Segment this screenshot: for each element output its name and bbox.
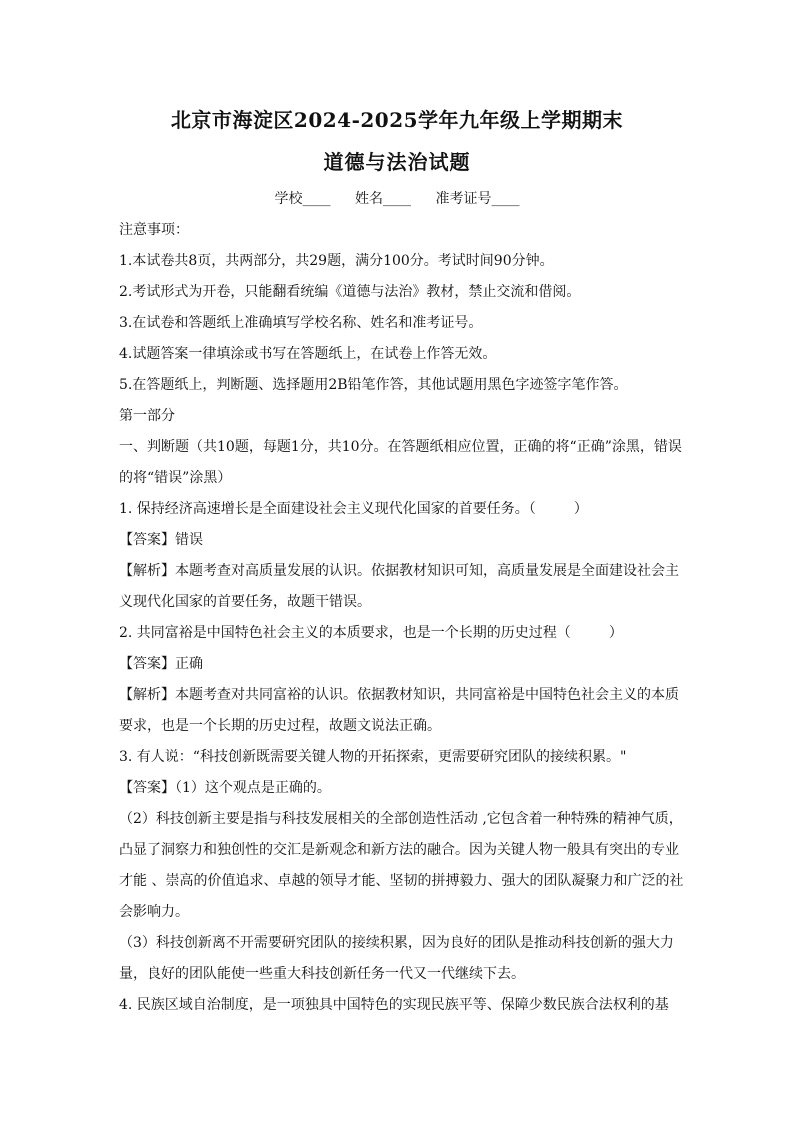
note-item: 5.在答题纸上，判断题、选择题用2B铅笔作答，其他试题用黑色字迹签字笔作答。 — [119, 377, 628, 393]
answer-2: 【答案】正确 — [119, 656, 203, 672]
section-instructions: 一、判断题（共10题，每题1分，共10分。在答题纸相应位置，正确的将“正确”涂黑，错误的将“错误”涂黑） — [119, 439, 682, 486]
candidate-fields — [0, 188, 794, 208]
part-heading: 第一部分 — [119, 408, 175, 424]
school-field: 学校____ — [274, 191, 331, 207]
analysis-1: 【解析】本题考查对高质量发展的认识。依据教材知识可知，高质量发展是全面建设社会主义现代化国家的首要任务，故题干错误。 — [119, 563, 679, 610]
exam-subject-title: 道德与法治试题 — [323, 150, 471, 174]
name-field: 姓名____ — [355, 191, 411, 207]
exam-body — [119, 215, 684, 1021]
question-3: 3. 有人说：“科技创新既需要关键人物的开拓探索，更需要研究团队的接续积累。" — [119, 749, 627, 765]
note-item: 1.本试卷共8页，共两部分，共29题，满分100分。考试时间90分钟。 — [119, 253, 554, 269]
answer-3-part-2: （2）科技创新主要是指与科技发展相关的全部创造性活动 ,它包含着一种特殊的精神气质，凸显了洞察力和独创性的交汇是新观念和新方法的融合。因为关键人物一般具有突出的专业才能 、崇高的价值追求、卓越的领导才能、坚韧的拼搏毅力、强大的团队凝聚力和广泛的社会影响力。 — [119, 811, 684, 920]
question-1: 1. 保持经济高速增长是全面建设社会主义现代化国家的首要任务。（ ） — [119, 501, 588, 517]
note-item: 3.在试卷和答题纸上准确填写学校名称、姓名和准考证号。 — [119, 315, 483, 331]
note-item: 4.试题答案一律填涂或书写在答题纸上，在试卷上作答无效。 — [119, 346, 497, 362]
answer-3: 【答案】（1）这个观点是正确的。 — [119, 780, 331, 796]
exam-title: 北京市海淀区2024-2025学年九年级上学期期末 — [170, 108, 624, 132]
question-2: 2. 共同富裕是中国特色社会主义的本质要求，也是一个长期的历史过程（ ） — [119, 625, 623, 641]
answer-1: 【答案】错误 — [119, 532, 203, 548]
answer-3-part-3: （3）科技创新离不开需要研究团队的接续积累，因为良好的团队是推动科技创新的强大力量，良好的团队能使一些重大科技创新任务一代又一代继续下去。 — [119, 935, 674, 982]
exam-id-field: 准考证号____ — [435, 191, 520, 207]
question-4: 4. 民族区域自治制度，是一项独具中国特色的实现民族平等、保障少数民族合法权利的基 — [119, 997, 669, 1013]
note-item: 2.考试形式为开卷，只能翻看统编《道德与法治》教材，禁止交流和借阅。 — [119, 284, 581, 300]
analysis-2: 【解析】本题考查对共同富裕的认识。依据教材知识，共同富裕是中国特色社会主义的本质要求，也是一个长期的历史过程，故题文说法正确。 — [119, 687, 679, 734]
notes-heading: 注意事项： — [119, 222, 189, 238]
